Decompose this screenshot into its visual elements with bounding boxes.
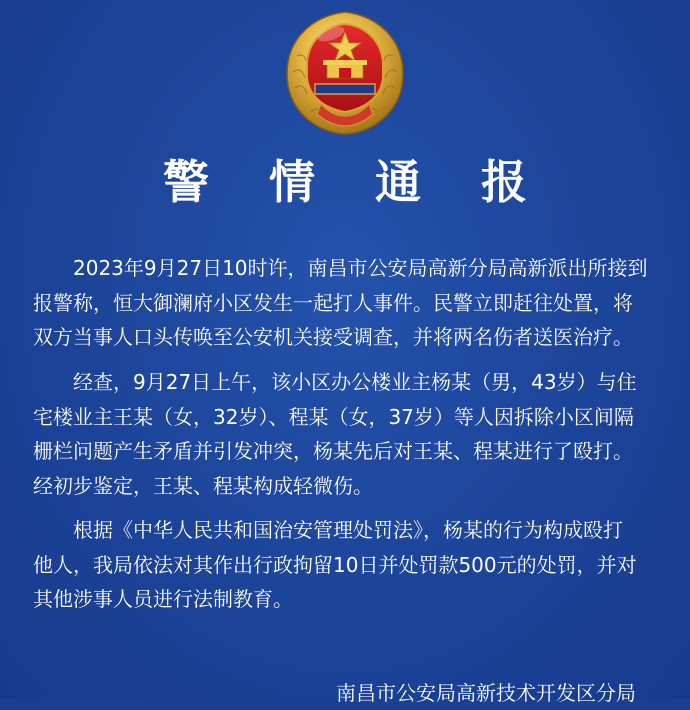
paragraph-penalty	[33, 513, 661, 617]
text-line: 栅栏问题产生矛盾并引发冲突，杨某先后对王某、程某进行了殴打。	[33, 439, 633, 463]
text-line: 双方当事人口头传唤至公安机关接受调查，并将两名伤者送医治疗。	[33, 325, 633, 349]
text-line: 根据《中华人民共和国治安管理处罚法》，杨某的行为构成殴打	[73, 518, 623, 542]
paragraph-incident-report	[33, 251, 661, 355]
text-line: 报警称，恒大御澜府小区发生一起打人事件。民警立即赶往处置，将	[33, 290, 633, 315]
notice-title: 警 情 通 报	[162, 155, 550, 209]
text-line: 宅楼业主王某（女，32岁）、程某（女，37岁）等人因拆除小区间隔	[33, 404, 634, 429]
text-line: 经初步鉴定，王某、程某构成轻微伤。	[33, 473, 373, 498]
text-line: 2023年9月27日10时许，南昌市公安局高新分局高新派出所接到	[73, 256, 648, 280]
police-emblem-icon	[281, 8, 409, 138]
paragraph-investigation	[33, 365, 661, 503]
text-line: 他人，我局依法对其作出行政拘留10日并处罚款500元的处罚，并对	[33, 552, 637, 577]
issuing-authority: 南昌市公安局高新技术开发区分局	[336, 681, 636, 705]
text-line: 经查，9月27日上午，该小区办公楼业主杨某（男，43岁）与住	[73, 370, 637, 394]
text-line: 其他涉事人员进行法制教育。	[33, 587, 293, 611]
